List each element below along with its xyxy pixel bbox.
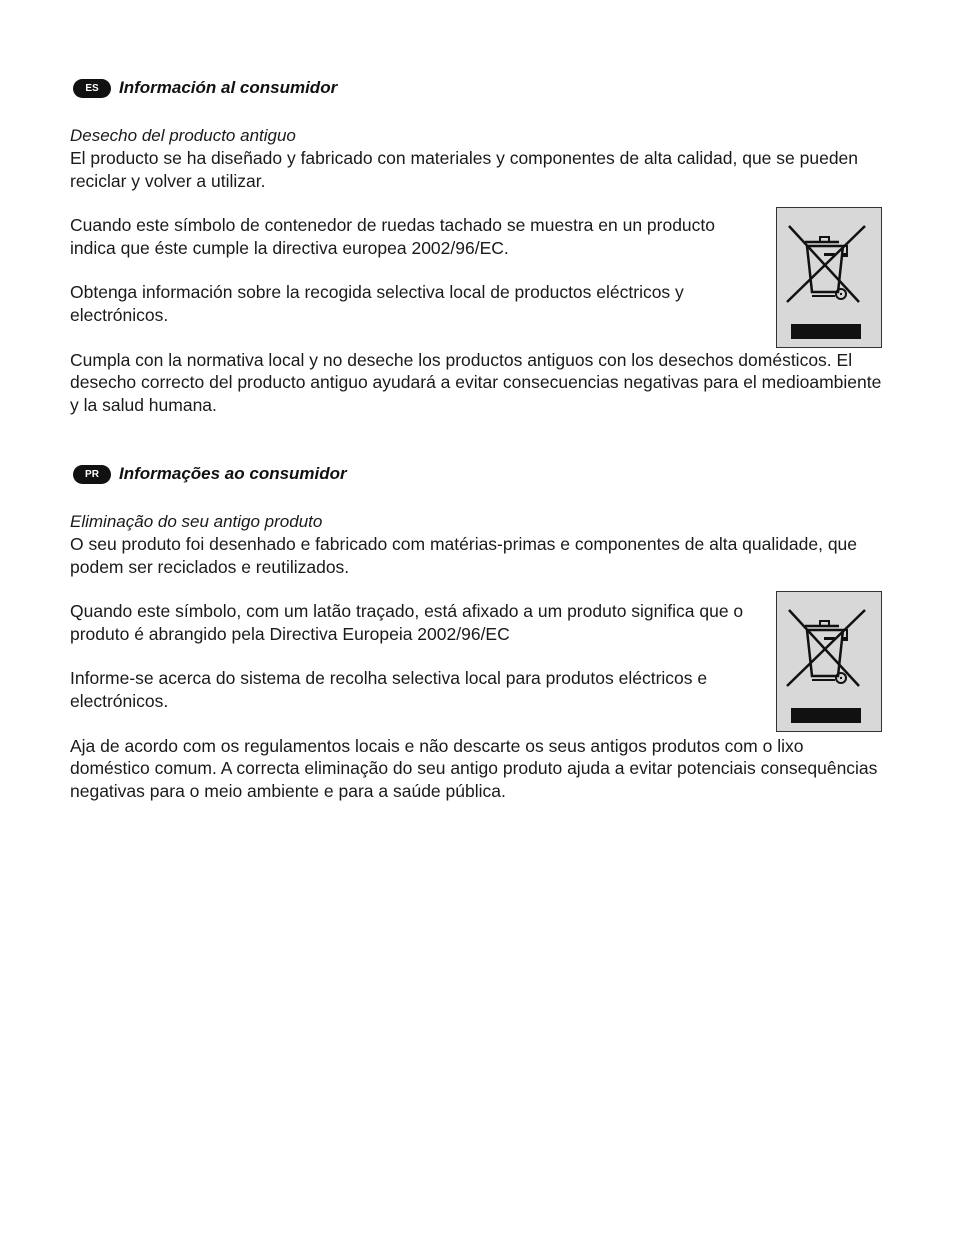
paragraph-intro: O seu produto foi desenhado e fabricado com matérias-primas e componentes de alta qualidade, que podem ser reciclados e reutilizados. [70,534,858,577]
section-spanish [70,76,882,416]
section-heading [73,462,882,486]
crossed-out-wheelie-bin-icon [776,591,882,732]
language-badge-es: ES [73,79,111,98]
section-subtitle: Eliminação do seu antigo produto [70,512,323,531]
paragraph-collection: Obtenga información sobre la recogida selectiva local de productos eléctricos y electrónicos. [70,282,684,325]
crossed-out-wheelie-bin-icon [776,207,882,348]
section-subtitle: Desecho del producto antiguo [70,126,296,145]
paragraph-collection: Informe-se acerca do sistema de recolha selectiva local para produtos eléctricos e electrónicos. [70,668,708,711]
paragraph-intro: El producto se ha diseñado y fabricado con materiales y componentes de alta calidad, que se pueden reciclar y volver a utilizar. [70,148,859,191]
section-heading [73,76,882,100]
paragraph-symbol: Quando este símbolo, com um latão traçado, está afixado a um produto significa que o produto é abrangido pela Directiva Europeia 2002/96/EC [70,601,744,644]
paragraph-regulations: Cumpla con la normativa local y no deseche los productos antiguos con los desechos domésticos. El desecho correcto del producto antiguo ayudará a evitar consecuencias negativas para el medioambiente y la salud humana. [70,349,882,415]
section-title: Informações ao consumidor [119,464,347,483]
paragraph-regulations: Aja de acordo com os regulamentos locais e não descarte os seus antigos produtos com o lixo doméstico comum. A correcta eliminação do seu antigo produto ajuda a evitar potenciais consequências negativas para o meio ambiente e para a saúde pública. [70,735,878,801]
paragraph-symbol: Cuando este símbolo de contenedor de ruedas tachado se muestra en un producto indica que éste cumple la directiva europea 2002/96/EC. [70,215,716,258]
section-portuguese [70,462,882,802]
section-title: Información al consumidor [119,78,338,97]
language-badge-pr: PR [73,465,111,484]
